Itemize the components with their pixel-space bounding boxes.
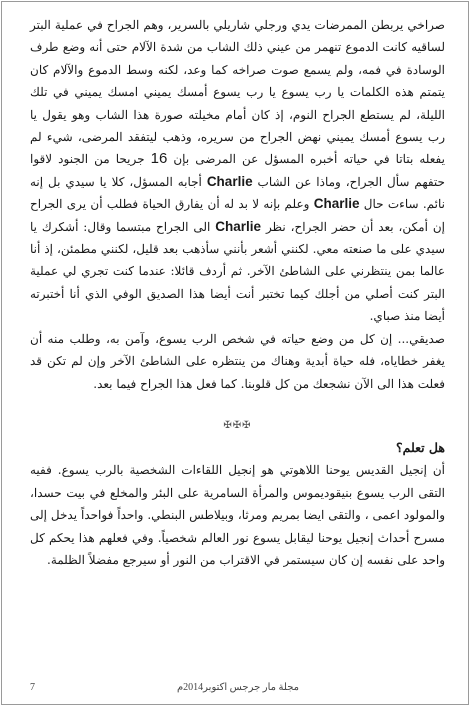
story-paragraph	[30, 14, 445, 328]
section-title: هل تعلم؟	[395, 439, 445, 455]
magazine-issue: مجلة مار جرجس اكتوبر2014م	[176, 682, 300, 693]
soldier-count: 16	[150, 150, 168, 168]
name-charlie: Charlie	[215, 218, 262, 234]
story-text-part: جريحا من الجنود لاقوا حتفهم سأل الجراح، وماذا عن الشاب	[30, 152, 445, 189]
page-number: 7	[30, 682, 35, 693]
story-text-part: الى الجراح مبتسما وقال: أشكرك يا سيدي على ما صنعته معي. لكنني أشعر بأنني سأذهب بعد قليل، لكنني مطمئن، إذ أنا عالما بمن ينتظرني على الشاطئ الآخر. ثم أردف قائلا: عندما كنت تجري لي عملية البتر كنت أصلي من أجلك كيما تختبر أنت أيضا هذا الصديق الوفي الذي أنا أختبرته أيضا منذ صباي.	[30, 219, 446, 324]
article-body	[30, 14, 445, 571]
did-you-know-paragraph: أن إنجيل القديس يوحنا اللاهوتي هو إنجيل اللقاءات الشخصية بالرب يسوع. ففيه التقى الرب يسوع بنيقوديموس والمرأة السامرية على البئر والمخلع في بيت حسدا، والمولود اعمى ، والتقى ايضا بمريم ومرثا، وبيلاطس البنطي. واحداً فواحداً يدخل إلى مسرح أحداث إنجيل يوحنا ليقابل يسوع نور العالم شخصياً. وفي فعلهم هذا يحكم كل واحد على نفسه إن كان سيستمر في الاقتراب من النور أو سيرجع مفضلاً الظلمة.	[30, 463, 445, 567]
name-charlie: Charlie	[206, 173, 253, 189]
exhortation-paragraph: صديقي... إن كل من وضع حياته في شخص الرب يسوع، وآمن به، وطلب منه أن يغفر خطاياه، فله حياة أبدية وهناك من ينتظره على الشاطئ الآخر وإن لم تكن قد فعلت هذا الى الآن نشجعك من كل قلوبنا. كما فعل هذا الجراح فيما بعد.	[30, 331, 445, 391]
page-footer	[30, 682, 446, 698]
story-text-part: صراخي يربطن الممرضات يدي ورجلي شاريلي بالسرير، وهم الجراح في عملية البتر لساقيه كانت الدموع تنهمر من عيني ذلك الشاب من شدة الآلام حتى أنه وضع طرف الوسادة في فمه، ولم يسمع صوت صراخه كما وعد، لكنه وسط الدموع والآلام كان يتمتم هذه الكلمات يا رب يسوع يا رب يسوع أمسك يميني امسك يميني في تلك الليلة، لم يستطع الجراح النوم، إذ كان أمام مخيلته صورة هذا الشاب وهو يقول يا رب يسوع أمسك يميني نهض الجراح من سريره، وذهب ليتفقد المرضى، شيء لم يفعله بتاتا في حياته أخبره المسؤل عن المرضى بإن	[30, 18, 445, 167]
name-charlie: Charlie	[313, 196, 360, 212]
story-text-part: أجابه المسؤل، كلا يا سيدي بل إنه نائم. ساءت حال	[30, 174, 445, 212]
story-text-part: وعلم بإنه لا بد له أن يفارق الحياة فطلب أن يرى الجراح إن أمكن، بعد أن حضر الجراح، نظر	[30, 197, 445, 234]
cross-divider-icon: ✠✠✠	[223, 419, 252, 431]
